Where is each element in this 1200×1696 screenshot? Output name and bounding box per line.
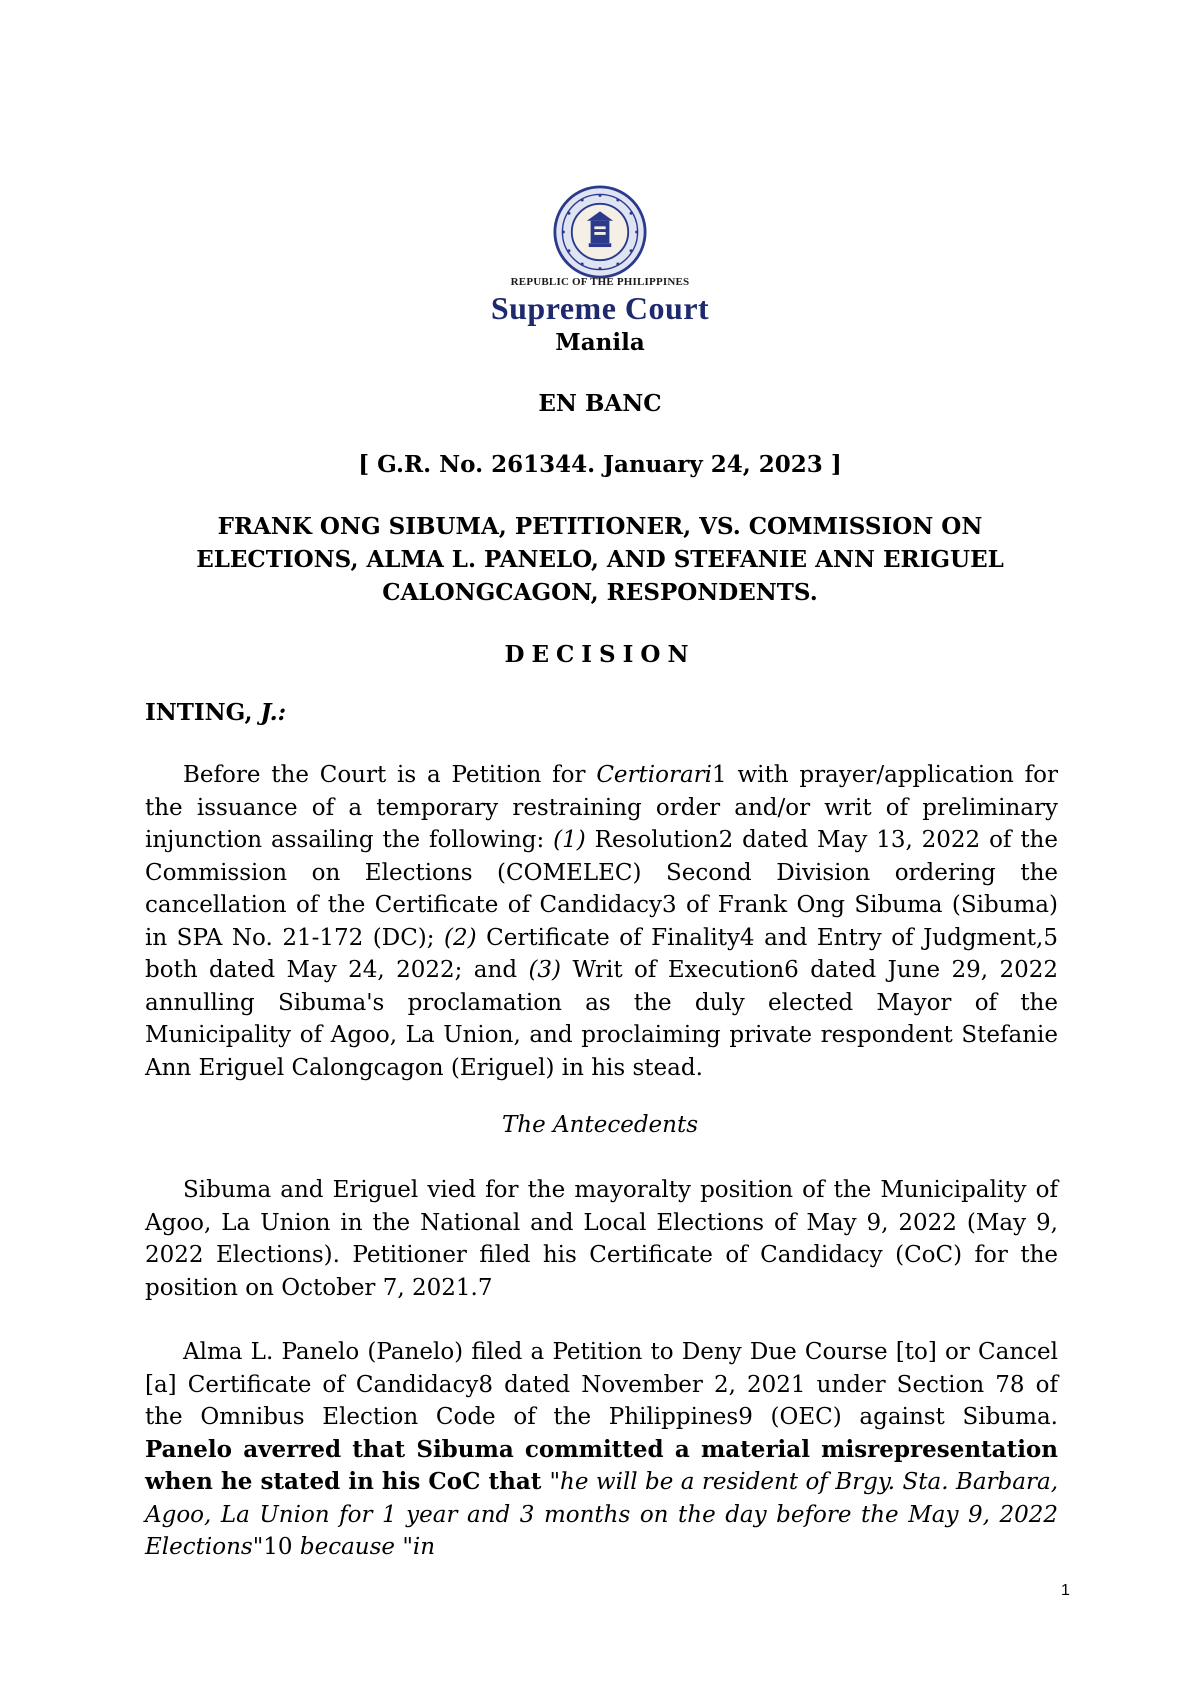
ponente-title: J.:: [260, 699, 287, 726]
p1-italic-4: (3): [528, 957, 562, 983]
section-heading: The Antecedents: [501, 1112, 699, 1138]
document-type-heading: DECISION: [504, 641, 696, 668]
republic-label: REPUBLIC OF THE PHILIPPINES: [510, 276, 690, 288]
p3-italic-1: "he will be a resident of Brgy. Sta. Barbara, Agoo, La Union for 1 year and 3 months on the day before the May 9, 2022 Elections": [145, 1469, 1058, 1560]
p3-text-2: 10: [263, 1534, 293, 1560]
division-line: EN BANC: [538, 390, 662, 417]
court-seal: [0, 185, 1200, 283]
p1-italic-2: (1): [553, 827, 586, 853]
p1-text-1: Before the Court is a Petition for: [183, 762, 597, 788]
p3-italic-2: because "in: [292, 1534, 436, 1560]
case-parties: FRANK ONG SIBUMA, PETITIONER, VS. COMMISSION ON ELECTIONS, ALMA L. PANELO, AND STEFANIE ANN ERIGUEL CALONGCAGON, RESPONDENTS.: [196, 513, 1004, 606]
p1-text-2: 1 with prayer/application for the issuance of a temporary restraining order and/or writ of preliminary injunction assailing the following:: [145, 762, 1058, 853]
ponente-name: INTING,: [145, 699, 253, 726]
ponente-line: [145, 699, 286, 726]
p1-text-4: Certificate of Finality4 and Entry of Judgment,5 both dated May 24, 2022; and: [145, 924, 1058, 983]
case-number: [ G.R. No. 261344. January 24, 2023 ]: [358, 451, 842, 478]
paragraph-3: [145, 1336, 1058, 1564]
p1-text-5: Writ of Execution6 dated June 29, 2022 annulling Sibuma's proclamation as the duly elected Mayor of the Municipality of Agoo, La Union, and proclaiming private respondent Stefanie Ann Eriguel Calongcagon (Eriguel) in his stead.: [145, 957, 1058, 1081]
p1-italic-3: (2): [444, 924, 477, 951]
supreme-court-seal-icon: [553, 185, 647, 279]
p1-italic-1: Certiorari: [596, 762, 713, 788]
city-line: Manila: [555, 329, 645, 356]
page-number: 1: [1061, 1582, 1070, 1599]
supreme-court-wordmark: Supreme Court: [490, 290, 710, 326]
p3-text-1: Alma L. Panelo (Panelo) filed a Petition to Deny Due Course [to] or Cancel [a] Certificate of Candidacy8 dated November 2, 2021 under Section 78 of the Omnibus Election Code of the Philippines9 (OEC) against Sibuma.: [145, 1339, 1058, 1430]
paragraph-1: [145, 759, 1058, 1084]
p1-text-3: Resolution2 dated May 13, 2022 of the Commission on Elections (COMELEC) Second Division ordering the cancellation of the Certificate of Candidacy3 of Frank Ong Sibuma (Sibuma) in SPA No. 21-172 (DC);: [145, 827, 1058, 951]
paragraph-2: Sibuma and Eriguel vied for the mayoralty position of the Municipality of Agoo, La Union in the National and Local Elections of May 9, 2022 (May 9, 2022 Elections). Petitioner filed his Certificate of Candidacy (CoC) for the position on October 7, 2021.7: [145, 1177, 1058, 1301]
p3-bold-1: Panelo averred that Sibuma committed a material misrepresentation when he stated in his CoC that: [145, 1435, 1058, 1495]
